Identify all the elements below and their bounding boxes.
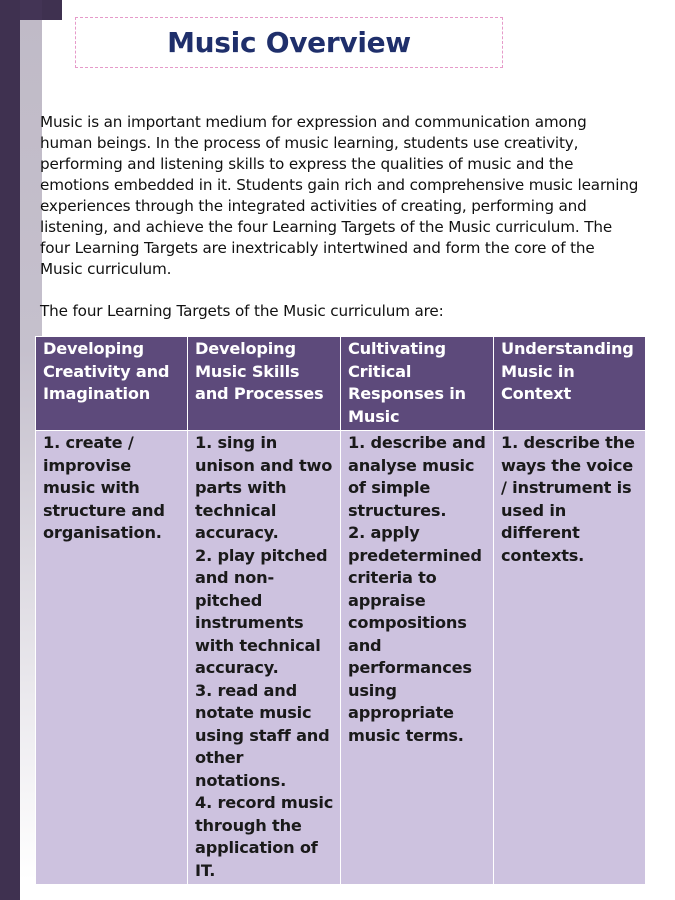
target-item: 1. describe and analyse music of simple structures.: [348, 433, 486, 520]
target-item: 4. record music through the application of IT.: [195, 793, 334, 880]
learning-targets-lead: The four Learning Targets of the Music curriculum are:: [40, 302, 444, 320]
page-title: Music Overview: [167, 26, 411, 59]
column-header-context: Understanding Music in Context: [494, 337, 646, 431]
target-item: 3. read and notate music using staff and other notations.: [195, 680, 330, 790]
title-box: [75, 17, 503, 68]
learning-targets-table: [35, 336, 646, 885]
target-item: 2. apply predetermined criteria to appraise compositions and performances using appropriate music terms.: [348, 523, 482, 745]
column-header-critical-responses: Cultivating Critical Responses in Music: [341, 337, 494, 431]
table-header-row: [36, 337, 646, 431]
table-cell-creativity: [36, 431, 188, 885]
left-decorative-bar: [0, 0, 20, 900]
table-cell-context: [494, 431, 646, 885]
target-item: 1. describe the ways the voice / instrument is used in different contexts.: [501, 433, 635, 565]
target-item: 1. sing in unison and two parts with technical accuracy.: [195, 433, 333, 542]
target-item: 2. play pitched and non-pitched instruments with technical accuracy.: [195, 545, 328, 677]
column-header-skills: Developing Music Skills and Processes: [188, 337, 341, 431]
intro-paragraph: Music is an important medium for expression and communication among human beings. In the process of music learning, students use creativity, performing and listening skills to express the qualities of music and the emotions embedded in it. Students gain rich and comprehensive music learning experiences through the integrated activities of creating, performing and listening, and achieve the four Learning Targets of the Music curriculum. The four Learning Targets are inextricably intertwined and form the core of the Music curriculum.: [40, 113, 639, 278]
target-item: 1. create / improvise music with structure and organisation.: [43, 433, 165, 542]
column-header-creativity: Developing Creativity and Imagination: [36, 337, 188, 431]
table-cell-skills: [188, 431, 341, 885]
table-cell-critical-responses: [341, 431, 494, 885]
table-row: [36, 431, 646, 885]
